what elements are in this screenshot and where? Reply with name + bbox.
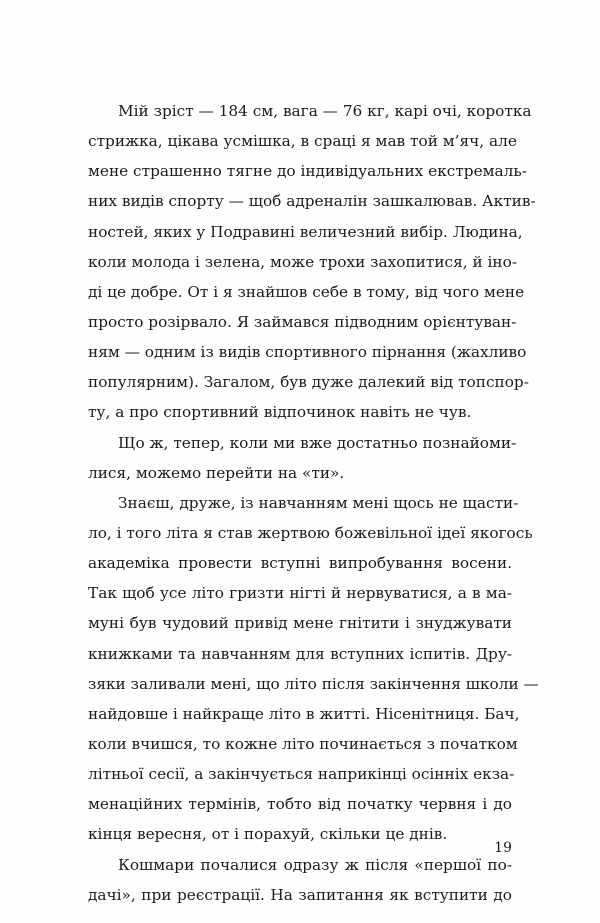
text-line: академіка провести вступні випробування восени. <box>88 554 512 573</box>
text-line: коли молода і зелена, може трохи захопитися, й іно- <box>88 252 517 271</box>
text-line: менаційних термінів, тобто від початку червня і до <box>88 795 512 814</box>
text-line: Мій зріст — 184 см, вага — 76 кг, карі очі, коротка <box>118 102 532 120</box>
text-line: літньої сесії, а закінчується наприкінці осінніх екза- <box>88 765 515 784</box>
text-line: коли вчишся, то кожне літо починається з початком <box>88 734 518 753</box>
page-number: 19 <box>494 840 512 856</box>
text-line: Знаєш, друже, із навчанням мені щось не щасти- <box>118 493 519 512</box>
body-text <box>88 96 539 910</box>
text-line: Кошмари почалися одразу ж після «першої по- <box>118 855 512 874</box>
text-line: дачі», при реєстрації. На запитання як вступити до <box>88 885 512 904</box>
text-line: муні був чудовий привід мене гнітити і знуджувати <box>88 614 512 633</box>
text-line: ням — одним із видів спортивного пірнання (жахливо <box>88 343 527 362</box>
text-line: лися, можемо перейти на «ти». <box>88 463 345 482</box>
text-line: ту, а про спортивний відпочинок навіть не чув. <box>88 403 472 422</box>
text-line: найдовше і найкраще літо в житті. Нісенітниця. Бач, <box>88 704 520 723</box>
text-line: мене страшенно тягне до індивідуальних екстремаль- <box>88 162 527 181</box>
text-line: зяки заливали мені, що літо після закінчення школи — <box>88 674 539 693</box>
text-line: кінця вересня, от і порахуй, скільки це днів. <box>88 825 448 844</box>
text-line: популярним). Загалом, був дуже далекий від топспор- <box>88 373 529 392</box>
text-line: ло, і того літа я став жертвою божевільної ідеї якогось <box>88 523 533 542</box>
text-line: них видів спорту — щоб адреналін зашкалював. Актив- <box>88 192 536 211</box>
text-line: книжками та навчанням для вступних іспитів. Дру- <box>88 644 512 663</box>
text-line: ностей, яких у Подравині величезний вибір. Людина, <box>88 222 523 241</box>
text-line: стрижка, цікава усмішка, в сраці я мав той м’яч, але <box>88 132 517 151</box>
text-line: ді це добре. От і я знайшов себе в тому, від чого мене <box>88 282 525 301</box>
text-line: Так щоб усе літо гризти нігті й нервуватися, а в ма- <box>88 584 512 603</box>
text-line: просто розірвало. Я займався підводним орієнтуван- <box>88 312 517 331</box>
text-line: Що ж, тепер, коли ми вже достатньо познайоми- <box>118 433 517 452</box>
